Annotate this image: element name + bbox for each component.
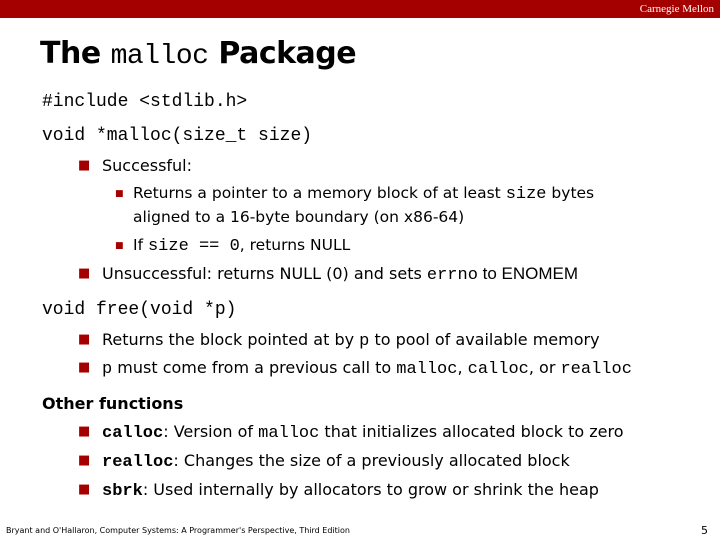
bullet-icon: ■: [78, 360, 91, 375]
free-returns: Returns the block pointed at by p to pool of available memory: [102, 330, 600, 351]
bullet-icon: ■: [78, 453, 91, 468]
realloc-description: realloc: Changes the size of a previously allocated block: [102, 451, 570, 472]
sbrk-description: sbrk: Used internally by allocators to grow or shrink the heap: [102, 480, 599, 501]
malloc-success-detail-cont: aligned to a 16-byte boundary (on x86-64): [133, 208, 465, 226]
footer-citation: Bryant and O'Hallaron, Computer Systems: A Programmer's Perspective, Third Edition: [6, 526, 350, 535]
title-suffix: Package: [208, 36, 357, 71]
malloc-success-detail: Returns a pointer to a memory block of at least size bytes: [133, 184, 595, 204]
malloc-size-zero: If size == 0, returns NULL: [133, 236, 351, 256]
header-bar: [0, 0, 720, 18]
malloc-successful: Successful:: [102, 156, 193, 175]
bullet-icon: ■: [78, 424, 91, 439]
slide-title: [40, 36, 356, 72]
sub-bullet-icon: ■: [115, 241, 124, 251]
free-requirement: p must come from a previous call to malloc, calloc, or realloc: [102, 358, 632, 379]
title-prefix: The: [40, 36, 111, 71]
other-functions-heading: Other functions: [42, 394, 184, 413]
brand-label: Carnegie Mellon: [639, 3, 714, 15]
bullet-icon: ■: [78, 482, 91, 497]
title-code: malloc: [110, 41, 209, 72]
bullet-icon: ■: [78, 266, 91, 281]
page-number: 5: [701, 524, 708, 537]
bullet-icon: ■: [78, 158, 91, 173]
malloc-signature: void *malloc(size_t size): [42, 126, 313, 146]
sub-bullet-icon: ■: [115, 189, 124, 199]
calloc-description: calloc: Version of malloc that initializes allocated block to zero: [102, 422, 624, 443]
bullet-icon: ■: [78, 332, 91, 347]
include-line: #include <stdlib.h>: [42, 92, 248, 112]
malloc-unsuccessful: Unsuccessful: returns NULL (0) and sets errno to ENOMEM: [102, 264, 579, 285]
free-signature: void free(void *p): [42, 300, 237, 320]
